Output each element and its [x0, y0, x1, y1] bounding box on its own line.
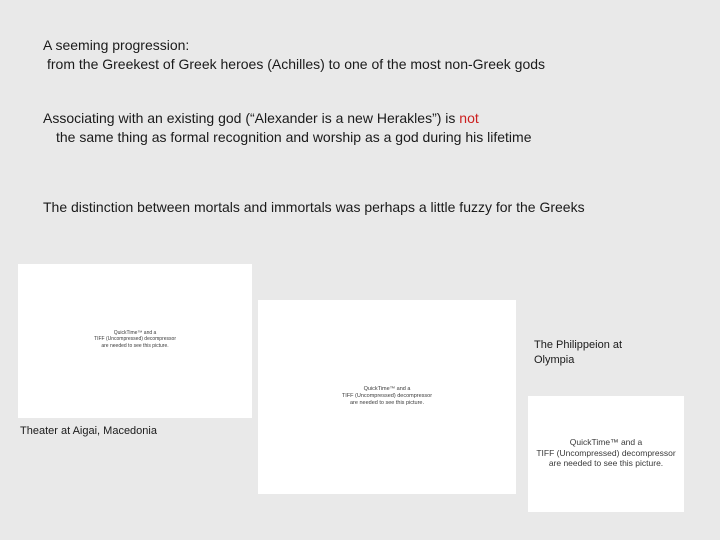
- emphasis-not: not: [459, 110, 479, 126]
- image-placeholder-center: [258, 300, 516, 494]
- herakles-line-2: the same thing as formal recognition and worship as a god during his lifetime: [56, 129, 532, 145]
- paragraph-progression: [43, 36, 545, 74]
- progression-heading: A seeming progression:: [43, 37, 190, 53]
- placeholder-text: QuickTime™ and a TIFF (Uncompressed) decompressor are needed to see this picture.: [94, 330, 176, 349]
- placeholder-text: QuickTime™ and a TIFF (Uncompressed) decompressor are needed to see this picture.: [341, 386, 433, 406]
- paragraph-herakles: [43, 109, 531, 147]
- caption-aigai: Theater at Aigai, Macedonia: [20, 425, 157, 437]
- image-placeholder-aigai: [18, 264, 252, 418]
- herakles-text: Associating with an existing god (“Alexander is a new Herakles”) is: [43, 110, 460, 126]
- caption-philippeion: The Philippeion at Olympia: [534, 339, 623, 366]
- placeholder-text: QuickTime™ and a TIFF (Uncompressed) decompressor are needed to see this picture.: [536, 437, 676, 469]
- herakles-line-1: [43, 109, 531, 128]
- progression-detail: from the Greekest of Greek heroes (Achilles) to one of the most non-Greek gods: [47, 56, 546, 72]
- paragraph-mortals: The distinction between mortals and immortals was perhaps a little fuzzy for the Greeks: [43, 199, 585, 215]
- image-placeholder-philippeion: [528, 396, 684, 512]
